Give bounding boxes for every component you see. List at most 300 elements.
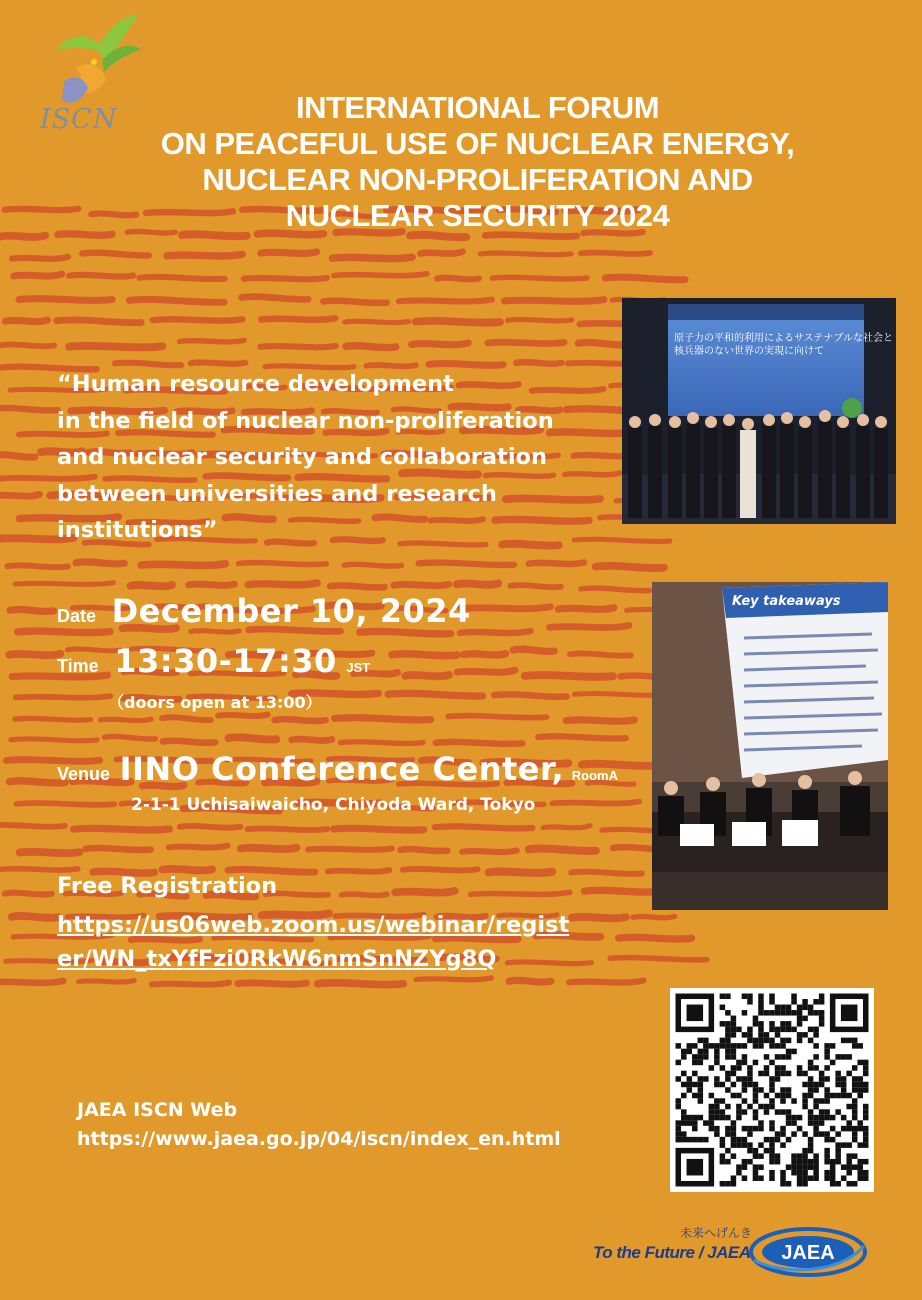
qr-module [863,1131,869,1137]
qr-module [830,1115,836,1121]
qr-module [835,1082,841,1088]
brush-stripe [420,252,462,254]
qr-module [824,1131,830,1137]
qr-module [852,1087,858,1093]
qr-module [731,1032,737,1038]
qr-module [802,1016,808,1022]
qr-module [714,1126,720,1132]
brush-stripe [308,848,392,849]
brush-stripe [410,235,466,238]
qr-module [753,1126,759,1132]
qr-module [725,1054,731,1060]
qr-module [857,1076,863,1082]
qr-module [736,1170,742,1176]
qr-module [863,1082,869,1088]
qr-module [824,1098,830,1104]
qr-module [813,1120,819,1126]
qr-module [753,1148,759,1154]
brush-stripe [5,320,47,322]
qr-module [703,1054,709,1060]
qr-module [769,1148,775,1154]
qr-module [747,1071,753,1077]
qr-module [780,1027,786,1033]
qr-module [802,1175,808,1181]
qr-module [819,1016,825,1022]
qr-module [758,1120,764,1126]
brush-stripe [0,825,65,827]
qr-module [725,1126,731,1132]
brush-stripe [485,235,577,237]
qr-module [830,1060,836,1066]
qr-module [808,1010,814,1016]
brush-stripe [572,917,626,918]
qr-module [808,1005,814,1011]
qr-module [852,1082,858,1088]
brush-stripe [488,342,565,343]
brush-stripe [16,803,114,805]
qr-module [813,1098,819,1104]
qr-module [731,1027,737,1033]
tagline-japanese: 未来へげんき [680,1226,753,1240]
qr-module [841,1054,847,1060]
brush-stripe [74,828,170,830]
qr-module [797,1164,803,1170]
qr-module [720,1137,726,1143]
qr-module [819,1120,825,1126]
qr-module [764,1104,770,1110]
forum-theme [57,366,617,549]
brush-stripe [525,675,613,677]
qr-module [764,1071,770,1077]
qr-module [846,1142,852,1148]
qr-module [736,1027,742,1033]
brush-stripe [244,278,327,279]
qr-module [819,1109,825,1115]
title-line: NUCLEAR NON-PROLIFERATION AND [202,162,753,197]
qr-module [687,1115,693,1121]
qr-module [720,994,726,1000]
qr-module [824,1043,830,1049]
qr-module [780,1021,786,1027]
qr-module [797,1170,803,1176]
qr-module [709,1120,715,1126]
brush-stripe [153,319,243,320]
brush-stripe [167,254,242,256]
brush-stripe [0,981,63,983]
brush-stripe [419,563,514,565]
brush-stripe [131,585,172,586]
qr-module [808,1159,814,1165]
qr-module [824,1115,830,1121]
qr-module [786,1164,792,1170]
qr-module [863,1159,869,1165]
qr-module [731,1142,737,1148]
qr-module [703,1076,709,1082]
qr-module [758,1104,764,1110]
qr-module [852,1131,858,1137]
registration-heading: Free Registration [57,873,278,899]
qr-module [769,1027,775,1033]
qr-module [753,1038,759,1044]
qr-module [863,1137,869,1143]
qr-module [676,1120,682,1126]
qr-module [780,1093,786,1099]
qr-module [742,1164,748,1170]
qr-module [758,1032,764,1038]
brush-stripe [460,631,531,633]
brush-stripe [471,892,570,894]
qr-module [742,1142,748,1148]
qr-module [786,1181,792,1187]
brush-stripe [392,654,458,656]
qr-module [714,1060,720,1066]
date-value: December 10, 2024 [111,592,471,630]
qr-module [813,1043,819,1049]
qr-module [720,1021,726,1027]
brush-stripe [457,583,499,584]
brush-stripe [11,739,97,741]
qr-module [709,1115,715,1121]
qr-module [747,994,753,1000]
qr-module [731,1049,737,1055]
qr-module [769,1043,775,1049]
qr-module [780,1170,786,1176]
qr-module [802,1104,808,1110]
qr-module [830,1170,836,1176]
qr-module [736,1137,742,1143]
qr-module [747,1131,753,1137]
brush-stripe [610,958,707,960]
qr-module [863,1060,869,1066]
qr-module [676,1060,682,1066]
brush-stripe [15,583,114,585]
qr-module [775,1153,781,1159]
qr-module [780,1142,786,1148]
qr-module [709,1109,715,1115]
qr-module [841,1076,847,1082]
qr-module [813,1115,819,1121]
qr-module [819,994,825,1000]
qr-module [769,1082,775,1088]
brush-stripe [341,742,424,744]
qr-module [764,1038,770,1044]
qr-module [830,1159,836,1165]
brush-stripe [260,346,335,347]
qr-module [753,1016,759,1022]
brush-stripe [79,981,135,983]
qr-code[interactable] [670,988,874,1192]
qr-module [676,1104,682,1110]
qr-module [780,1043,786,1049]
qr-module [775,1027,781,1033]
qr-module [863,1170,869,1176]
brush-stripe [569,981,643,983]
qr-module [813,1131,819,1137]
web-url-link[interactable]: https://www.jaea.go.jp/04/iscn/index_en.html [77,1128,561,1150]
qr-module [769,1021,775,1027]
qr-module [769,1170,775,1176]
qr-module [753,1082,759,1088]
qr-module [857,1093,863,1099]
qr-module [780,1005,786,1011]
qr-module [852,1115,858,1121]
qr-module [830,1181,836,1187]
qr-module [819,1071,825,1077]
qr-module [841,1164,847,1170]
qr-module [731,1093,737,1099]
brush-stripe [191,631,239,632]
qr-module [698,1115,704,1121]
qr-module [841,1115,847,1121]
qr-module [758,1027,764,1033]
qr-module [808,1148,814,1154]
brush-stripe [334,274,427,276]
qr-module [808,1087,814,1093]
qr-module [764,1109,770,1115]
brush-stripe [405,675,449,676]
qr-module [797,1021,803,1027]
qr-module [714,1049,720,1055]
qr-module [802,1181,808,1187]
brush-stripe [566,720,634,721]
qr-module [857,1043,863,1049]
qr-module [731,1071,737,1077]
qr-module [852,1076,858,1082]
qr-module [852,1109,858,1115]
qr-module [852,1153,858,1159]
qr-module [824,1148,830,1154]
qr-module [742,994,748,1000]
qr-module [681,1115,687,1121]
brush-stripe [585,890,660,892]
qr-module [797,1126,803,1132]
qr-module [736,1060,742,1066]
qr-module [709,1065,715,1071]
qr-module [714,1098,720,1104]
brush-stripe [238,983,307,984]
qr-module [736,1093,742,1099]
qr-module [731,1181,737,1187]
qr-module [819,1082,825,1088]
qr-module [742,1087,748,1093]
qr-module [813,1010,819,1016]
qr-module [720,1115,726,1121]
qr-module [725,1010,731,1016]
qr-module [753,1093,759,1099]
qr-module [725,1038,731,1044]
qr-module [791,1027,797,1033]
qr-module [769,1120,775,1126]
qr-module [753,1098,759,1104]
qr-module [742,1126,748,1132]
qr-module [698,1049,704,1055]
qr-module [835,1093,841,1099]
qr-module [786,1093,792,1099]
date-label: Date [57,606,97,626]
qr-module [742,1076,748,1082]
qr-module [780,1087,786,1093]
qr-module [780,1131,786,1137]
qr-module [852,1104,858,1110]
qr-module [681,1049,687,1055]
brush-stripe [558,608,614,610]
qr-module [863,1115,869,1121]
qr-module [769,1038,775,1044]
brush-stripe [248,583,317,585]
qr-module [764,1137,770,1143]
qr-module [709,1093,715,1099]
registration-link[interactable] [57,908,569,976]
qr-module [725,1021,731,1027]
qr-module [758,1153,764,1159]
qr-module [824,1093,830,1099]
brush-stripe [416,978,491,980]
qr-module [824,1137,830,1143]
qr-module [841,1175,847,1181]
qr-module [676,1043,682,1049]
qr-module [687,1137,693,1143]
qr-module [797,1032,803,1038]
qr-module [808,1137,814,1143]
qr-module [775,1076,781,1082]
qr-module [725,994,731,1000]
qr-module [775,1109,781,1115]
qr-module [813,1082,819,1088]
qr-module [857,1126,863,1132]
qr-module [830,1137,836,1143]
qr-module [698,1098,704,1104]
qr-module [852,1098,858,1104]
qr-module [747,999,753,1005]
qr-module [813,1159,819,1165]
qr-module [687,1120,693,1126]
qr-module [863,1071,869,1077]
qr-module [676,1076,682,1082]
qr-module [852,1181,858,1187]
qr-module [841,1038,847,1044]
brush-stripe [581,253,650,254]
qr-module [791,1010,797,1016]
qr-module [714,1131,720,1137]
qr-module [725,1071,731,1077]
qr-module [725,1076,731,1082]
brush-stripe [182,234,247,236]
iscn-logo-text: ISCN [40,104,118,135]
qr-module [857,1060,863,1066]
qr-module [835,1076,841,1082]
qr-module [758,1126,764,1132]
time-row [57,642,370,680]
qr-module [692,1071,698,1077]
qr-module [863,1109,869,1115]
qr-module [819,1076,825,1082]
qr-module [758,1005,764,1011]
slide-title: Key takeaways [732,594,841,609]
qr-module [802,1005,808,1011]
qr-module [802,1093,808,1099]
brush-stripe [86,848,151,850]
qr-module [709,1043,715,1049]
qr-module [786,1054,792,1060]
jaea-logo-text: JAEA [781,1242,835,1264]
qr-module [830,1043,836,1049]
brush-stripe [152,983,229,985]
qr-module [824,1049,830,1055]
qr-module [714,1104,720,1110]
brush-stripe [335,718,431,720]
qr-module [758,1142,764,1148]
time-label: Time [57,656,99,676]
qr-module [780,1054,786,1060]
qr-module [791,1120,797,1126]
qr-module [698,1093,704,1099]
qr-module [802,1164,808,1170]
qr-module [780,1065,786,1071]
qr-module [758,1164,764,1170]
qr-module [808,1175,814,1181]
date-row [57,592,471,630]
qr-module [852,1038,858,1044]
qr-module [720,1043,726,1049]
qr-module [813,1087,819,1093]
qr-module [824,1109,830,1115]
brush-stripe [5,893,52,895]
qr-module [791,1159,797,1165]
qr-module [681,1120,687,1126]
qr-module [747,1076,753,1082]
brush-stripe [513,649,554,651]
qr-module [857,1082,863,1088]
qr-module [731,1082,737,1088]
registration-link-line[interactable]: er/WN_txYfFzi0RkW6nmSnNZYg8Q [57,946,497,972]
qr-module [824,1054,830,1060]
brush-stripe [578,342,625,344]
time-zone: JST [346,660,371,675]
qr-module [775,1032,781,1038]
qr-module [863,1175,869,1181]
slide-text-line: 核兵器のない世界の実現に向けて [674,346,824,357]
qr-module [764,1054,770,1060]
qr-module [791,1131,797,1137]
qr-module [846,1164,852,1170]
tagline: To the Future / JAEA [593,1243,751,1262]
web-heading: JAEA ISCN Web [77,1099,238,1121]
brush-stripe [228,737,276,739]
qr-module [681,1054,687,1060]
qr-module [725,1104,731,1110]
qr-module [764,1093,770,1099]
qr-module [731,1131,737,1137]
qr-module [819,1098,825,1104]
forum-title [110,90,845,234]
qr-module [786,1109,792,1115]
brush-stripe [461,607,551,609]
qr-module [852,1043,858,1049]
brush-stripe [570,653,631,655]
qr-module [835,1131,841,1137]
brush-stripe [342,894,387,895]
brush-stripe [399,300,492,302]
qr-module [736,1065,742,1071]
qr-module [731,1054,737,1060]
qr-module [802,1032,808,1038]
qr-module [736,1076,742,1082]
brush-stripe [394,584,449,585]
qr-module [852,1126,858,1132]
registration-link-line[interactable]: https://us06web.zoom.us/webinar/regist [57,912,570,938]
qr-module [725,1043,731,1049]
qr-module [725,1148,731,1154]
